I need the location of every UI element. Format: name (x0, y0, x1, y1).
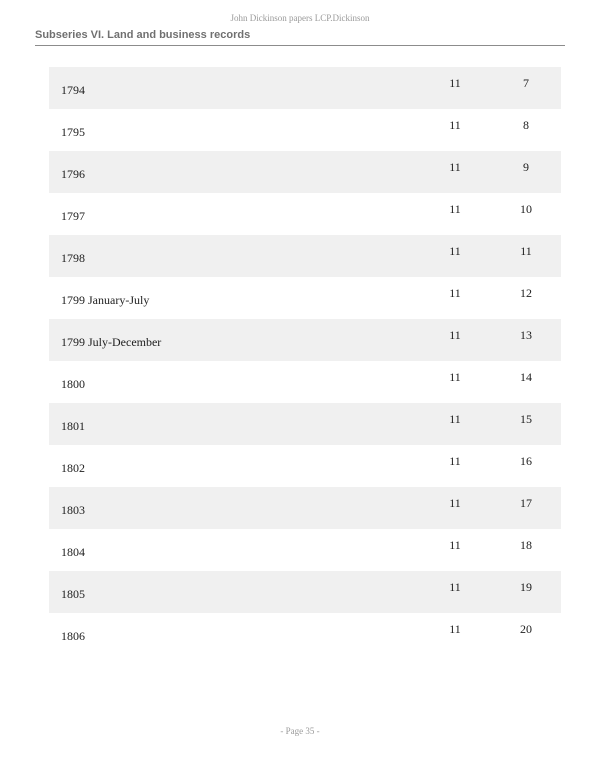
list-item (49, 613, 561, 655)
item-folder: 18 (520, 538, 532, 552)
item-date: 1805 (61, 587, 85, 601)
item-date: 1795 (61, 125, 85, 139)
running-header: John Dickinson papers LCP.Dickinson (230, 13, 370, 23)
item-box: 11 (449, 580, 461, 594)
item-date: 1803 (61, 503, 85, 517)
list-item (49, 361, 561, 403)
item-box: 11 (449, 202, 461, 216)
item-box: 11 (449, 538, 461, 552)
list-item (49, 319, 561, 361)
item-date: 1798 (61, 251, 85, 265)
item-folder: 13 (520, 328, 532, 342)
item-box: 11 (449, 496, 461, 510)
item-date: 1800 (61, 377, 85, 391)
item-box: 11 (449, 454, 461, 468)
item-date: 1796 (61, 167, 85, 181)
item-folder: 20 (520, 622, 532, 636)
list-item (49, 109, 561, 151)
item-box: 11 (449, 76, 461, 90)
item-date: 1801 (61, 419, 85, 433)
item-box: 11 (449, 244, 461, 258)
item-folder: 19 (520, 580, 532, 594)
item-folder: 9 (523, 160, 529, 174)
item-folder: 12 (520, 286, 532, 300)
page-number: - Page 35 - (280, 726, 320, 736)
item-folder: 11 (520, 244, 532, 258)
item-date: 1802 (61, 461, 85, 475)
subseries-heading: Subseries VI. Land and business records (35, 28, 565, 46)
item-box: 11 (449, 412, 461, 426)
item-folder: 16 (520, 454, 532, 468)
item-date: 1794 (61, 83, 85, 97)
list-item (49, 151, 561, 193)
item-box: 11 (449, 370, 461, 384)
item-date: 1804 (61, 545, 85, 559)
list-item (49, 445, 561, 487)
item-folder: 15 (520, 412, 532, 426)
list-item (49, 235, 561, 277)
item-folder: 7 (523, 76, 529, 90)
item-box: 11 (449, 328, 461, 342)
item-folder: 8 (523, 118, 529, 132)
list-item (49, 571, 561, 613)
item-folder: 14 (520, 370, 532, 384)
item-date: 1806 (61, 629, 85, 643)
list-item (49, 487, 561, 529)
item-date: 1799 January-July (61, 293, 150, 307)
list-item (49, 529, 561, 571)
item-box: 11 (449, 622, 461, 636)
container-list (49, 67, 561, 655)
list-item (49, 193, 561, 235)
list-item (49, 277, 561, 319)
item-date: 1799 July-December (61, 335, 162, 349)
list-item (49, 403, 561, 445)
list-item (49, 67, 561, 109)
item-date: 1797 (61, 209, 85, 223)
item-box: 11 (449, 118, 461, 132)
item-box: 11 (449, 160, 461, 174)
item-box: 11 (449, 286, 461, 300)
item-folder: 17 (520, 496, 532, 510)
item-folder: 10 (520, 202, 532, 216)
